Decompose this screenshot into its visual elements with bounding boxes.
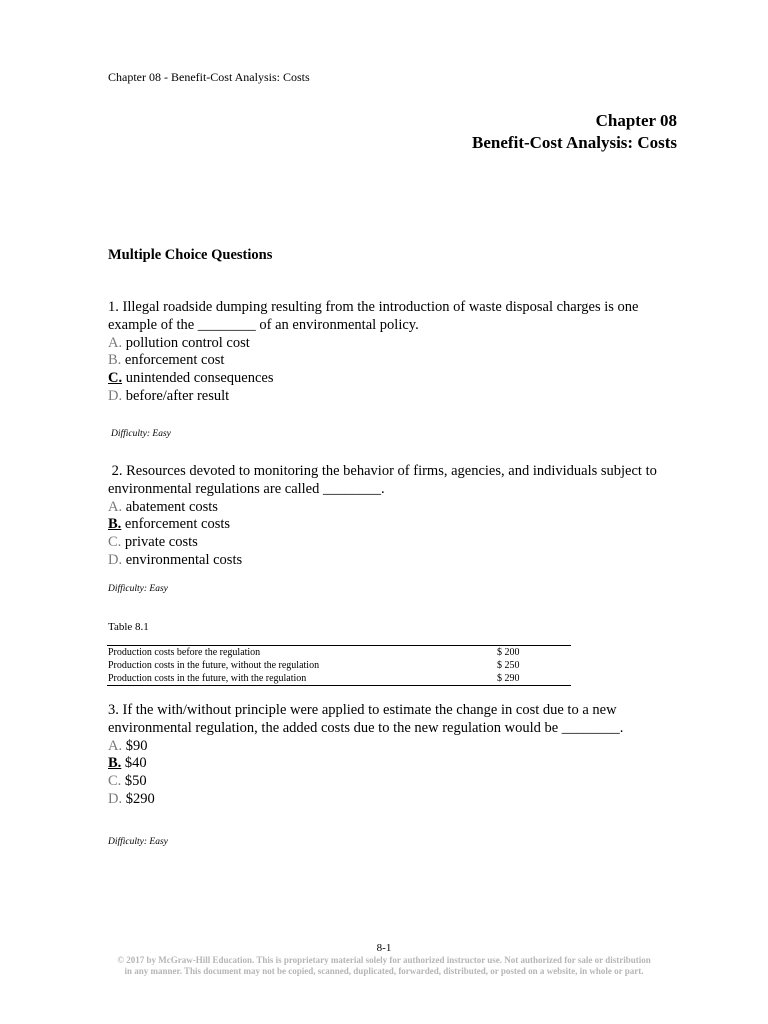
option-text: private costs [124,534,198,551]
answer-option-d [108,791,688,809]
table-row [107,646,571,660]
table-cell-label: Production costs in the future, with the regulation [108,673,307,684]
option-text: environmental costs [125,551,243,568]
option-letter: B. [108,352,122,369]
answer-option-a [108,335,688,353]
answer-option-c [108,534,688,552]
chapter-number: Chapter 08 [595,111,677,130]
correct-option-letter: B. [108,755,122,772]
table-caption: Table 8.1 [108,621,149,633]
answer-option-a [108,499,688,517]
section-heading: Multiple Choice Questions [108,247,273,263]
question-2 [108,463,688,570]
answer-option-b [108,516,688,534]
question-stem-line: 3. If the with/without principle were applied to estimate the change in cost due to a new [108,702,617,718]
option-text: $90 [125,737,148,754]
difficulty-label: Difficulty: Easy [108,837,168,847]
option-text: $40 [124,755,147,772]
question-stem-line: example of the ________ of an environmental policy. [108,316,419,333]
option-text: enforcement cost [124,352,225,369]
running-header: Chapter 08 - Benefit-Cost Analysis: Costs [108,70,310,84]
table-cell-value: $ 290 [497,673,520,684]
table-row [107,659,571,672]
question-stem-line: environmental regulations are called ________. [108,480,385,497]
option-text: $290 [125,790,155,807]
answer-option-a [108,738,688,756]
table-cell-value: $ 200 [497,647,520,658]
question-stem-line: environmental regulation, the added costs due to the new regulation would be ________. [108,719,624,736]
option-text: unintended consequences [125,370,274,387]
option-text: $50 [124,773,147,790]
chapter-subtitle: Benefit-Cost Analysis: Costs [472,133,677,152]
option-text: pollution control cost [125,334,250,351]
table-cell-value: $ 250 [497,660,520,671]
table-row [107,672,571,686]
option-letter: A. [108,737,123,754]
copyright-line: in any manner. This document may not be copied, scanned, duplicated, forwarded, distributed, or posted on a website, in whole or part. [124,966,644,976]
answer-option-c [108,370,688,388]
difficulty-label: Difficulty: Easy [111,429,171,439]
cost-table [107,645,571,686]
option-text: abatement costs [125,498,218,515]
difficulty-label: Difficulty: Easy [108,584,168,594]
table-cell-label: Production costs in the future, without the regulation [108,660,320,671]
option-letter: C. [108,534,122,551]
copyright-line: © 2017 by McGraw-Hill Education. This is proprietary material solely for authorized instructor use. Not authorized for sale or distribution [117,955,651,965]
answer-option-c [108,773,688,791]
option-letter: C. [108,773,122,790]
correct-option-letter: C. [108,370,123,387]
option-text: enforcement costs [124,516,231,533]
table-cell-label: Production costs before the regulation [108,647,261,658]
copyright-notice [90,955,678,977]
answer-option-b [108,352,688,370]
answer-option-d [108,388,688,406]
question-1 [108,299,688,406]
option-text: before/after result [125,387,230,404]
option-letter: D. [108,387,123,404]
answer-option-b [108,755,688,773]
option-letter: A. [108,334,123,351]
chapter-title-block [472,110,677,154]
question-stem-line: 1. Illegal roadside dumping resulting from the introduction of waste disposal charges is one [108,299,639,315]
page-number: 8-1 [376,942,392,954]
answer-option-d [108,552,688,570]
option-letter: A. [108,498,123,515]
question-3 [108,702,688,809]
correct-option-letter: B. [108,516,122,533]
question-stem-line: 2. Resources devoted to monitoring the behavior of firms, agencies, and individuals subject to [108,463,657,479]
option-letter: D. [108,790,123,807]
option-letter: D. [108,551,123,568]
